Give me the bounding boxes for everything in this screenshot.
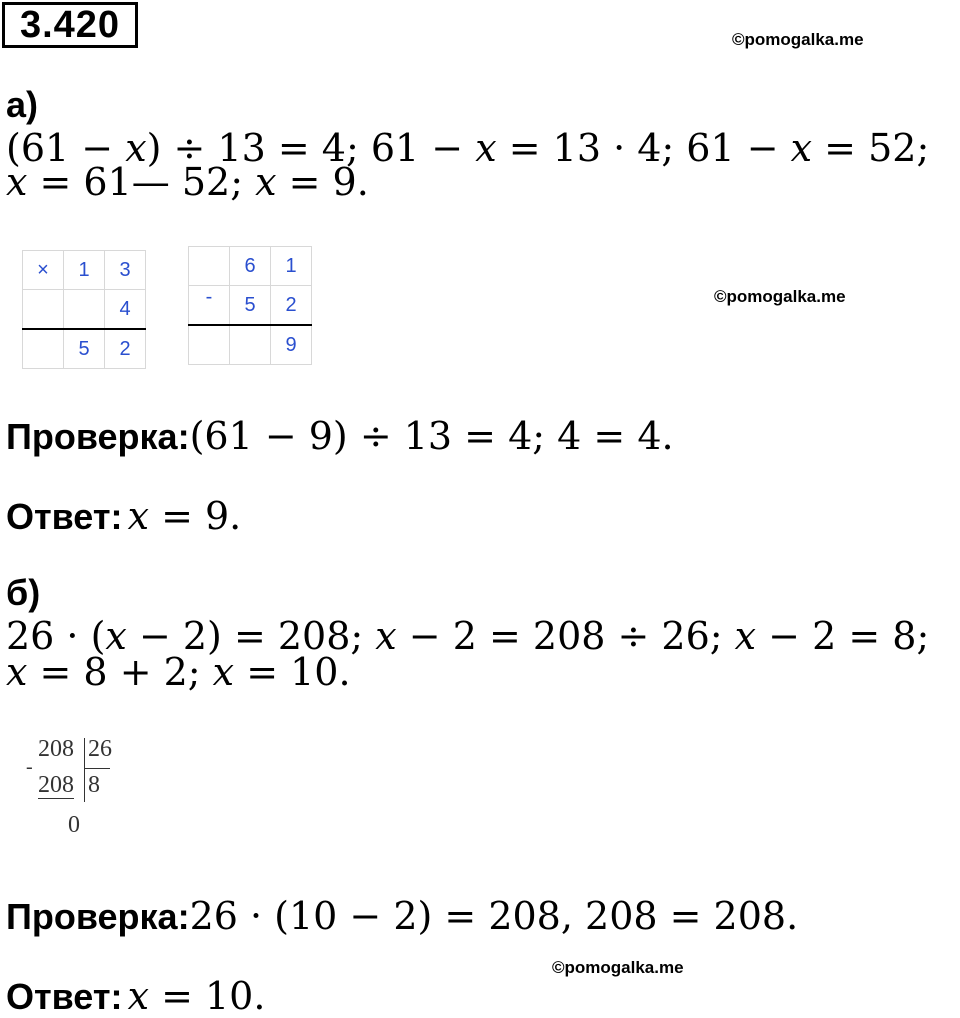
part-a-equation-1: (61 − x) ÷ 13 = 4; 61 − x = 13 · 4; 61 − x = 52;	[6, 126, 930, 170]
grid-cell: 6	[230, 247, 271, 286]
grid-cell: 9	[271, 325, 312, 365]
division-quotient-line	[84, 768, 110, 769]
answer-value: x = 9.	[127, 494, 242, 538]
grid-cell	[189, 325, 230, 365]
problem-number: 3.420	[2, 2, 138, 48]
part-a-check	[6, 414, 674, 458]
part-b-check	[6, 894, 798, 938]
grid-cell	[23, 290, 64, 330]
dividend: 208	[38, 736, 74, 762]
check-label: Проверка:	[6, 896, 190, 937]
part-b-label: б)	[6, 572, 41, 613]
grid-cell: 1	[64, 251, 105, 290]
multiplication-grid	[22, 250, 146, 369]
check-label: Проверка:	[6, 416, 190, 457]
part-b-answer	[6, 974, 265, 1018]
grid-cell: 2	[105, 329, 146, 369]
watermark: ©pomogalka.me	[552, 958, 684, 977]
grid-cell: 3	[105, 251, 146, 290]
divisor: 26	[88, 736, 112, 762]
grid-cell	[23, 329, 64, 369]
division-vertical-line	[84, 738, 85, 802]
multiplication-sign: ×	[23, 251, 64, 290]
check-equation: 26 · (10 − 2) = 208, 208 = 208.	[189, 894, 799, 938]
subtraction-sign-cell: -	[189, 286, 230, 326]
remainder: 0	[68, 812, 80, 838]
part-a-equation-2: x = 61— 52; x = 9.	[6, 160, 369, 204]
quotient: 8	[88, 772, 100, 798]
subtraction-grid	[188, 246, 312, 365]
grid-cell: 5	[230, 286, 271, 326]
answer-label: Ответ:	[6, 496, 123, 537]
long-division	[26, 736, 126, 846]
check-equation: (61 − 9) ÷ 13 = 4; 4 = 4.	[189, 414, 674, 458]
part-a-answer	[6, 494, 241, 538]
grid-cell: 1	[271, 247, 312, 286]
answer-label: Ответ:	[6, 976, 123, 1017]
part-a-line-1	[6, 84, 960, 170]
grid-cell: 5	[64, 329, 105, 369]
watermark: ©pomogalka.me	[732, 30, 864, 49]
watermark: ©pomogalka.me	[714, 287, 846, 306]
subtraction-sign	[189, 247, 230, 286]
subtrahend: 208	[38, 772, 74, 798]
part-a-label: а)	[6, 84, 39, 125]
part-b-line-1	[6, 572, 960, 658]
answer-value: x = 10.	[127, 974, 266, 1018]
minus-sign: -	[26, 756, 33, 778]
grid-cell	[230, 325, 271, 365]
grid-cell: 2	[271, 286, 312, 326]
part-b-equation-2: x = 8 + 2; x = 10.	[6, 650, 351, 694]
grid-cell	[64, 290, 105, 330]
part-b-equation-1: 26 · (x − 2) = 208; x − 2 = 208 ÷ 26; x − 2 = 8;	[6, 614, 930, 658]
grid-cell: 4	[105, 290, 146, 330]
